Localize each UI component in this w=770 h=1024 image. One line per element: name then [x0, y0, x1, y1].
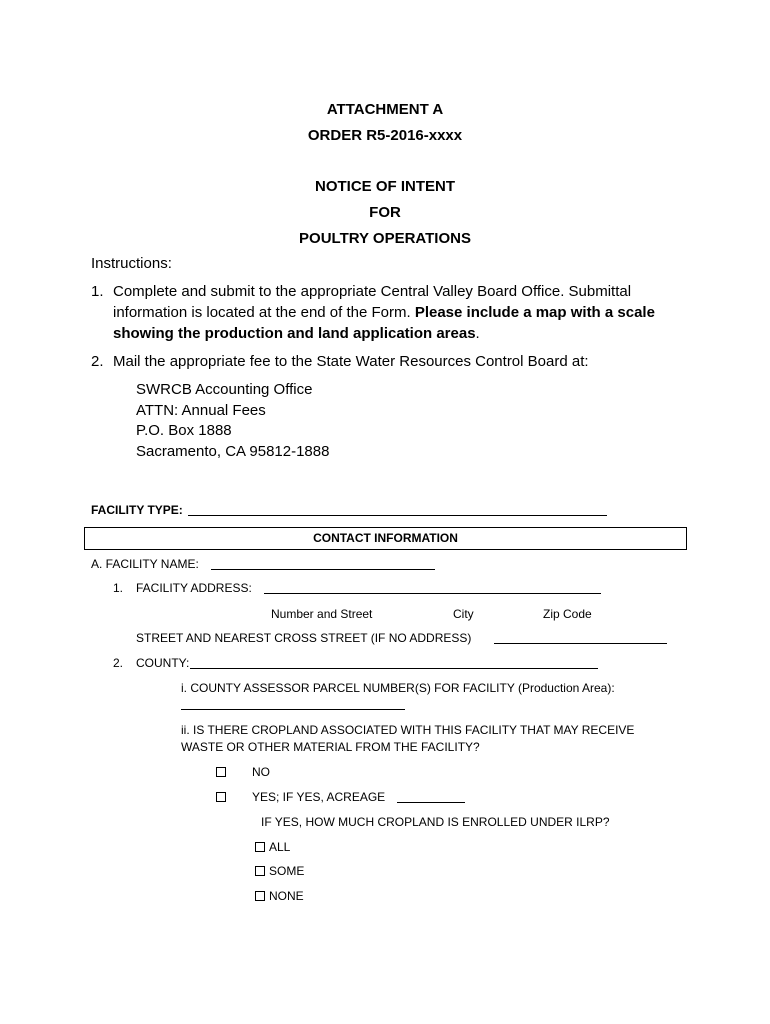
county-number: 2.	[113, 656, 124, 670]
for-label: FOR	[369, 204, 401, 221]
acreage-field[interactable]	[397, 802, 465, 803]
instructions-label: Instructions:	[91, 255, 172, 272]
address-line-3: P.O. Box 1888	[136, 422, 232, 439]
instruction-1-line1: Complete and submit to the appropriate Central Valley Board Office. Submittal	[113, 283, 632, 300]
checkbox-icon	[255, 866, 265, 876]
county-field[interactable]	[190, 668, 598, 669]
no-label: NO	[252, 765, 270, 779]
cropland-question-line1: ii. IS THERE CROPLAND ASSOCIATED WITH THIS FACILITY THAT MAY RECEIVE	[181, 723, 635, 737]
instruction-2-text: Mail the appropriate fee to the State Water Resources Control Board at:	[113, 353, 589, 370]
instruction-1-line2-text: information is located at the end of the Form.	[113, 304, 415, 321]
address-city-caption: City	[453, 607, 474, 621]
contact-information-header: CONTACT INFORMATION	[84, 527, 687, 550]
facility-address-label: FACILITY ADDRESS:	[136, 581, 252, 595]
ilrp-some-label: SOME	[269, 864, 305, 878]
cross-street-label: STREET AND NEAREST CROSS STREET (IF NO ADDRESS)	[136, 631, 472, 645]
ilrp-all-option[interactable]	[255, 840, 290, 854]
ilrp-none-option[interactable]	[255, 889, 304, 903]
checkbox-icon	[216, 792, 226, 802]
address-line-1: SWRCB Accounting Office	[136, 381, 313, 398]
ilrp-some-option[interactable]	[255, 864, 304, 878]
yes-label: YES; IF YES, ACREAGE	[252, 790, 386, 804]
address-street-caption: Number and Street	[271, 607, 373, 621]
address-line-4: Sacramento, CA 95812-1888	[136, 443, 330, 460]
order-number: ORDER R5-2016-xxxx	[307, 127, 463, 144]
county-label: COUNTY:	[136, 656, 190, 670]
instruction-1-line2	[113, 304, 655, 321]
ilrp-none-label: NONE	[269, 889, 304, 903]
cross-street-field[interactable]	[494, 643, 667, 644]
instruction-2-number: 2.	[91, 353, 104, 370]
checkbox-icon	[255, 891, 265, 901]
apn-field[interactable]	[181, 709, 405, 710]
facility-address-number: 1.	[113, 581, 124, 595]
facility-type-label: FACILITY TYPE:	[91, 503, 183, 517]
instruction-1-line3	[113, 325, 480, 342]
yes-checkbox[interactable]	[216, 790, 230, 804]
instruction-1-period: .	[475, 325, 480, 342]
facility-name-label: A. FACILITY NAME:	[91, 557, 199, 571]
notice-title: NOTICE OF INTENT	[315, 178, 455, 195]
ilrp-question: IF YES, HOW MUCH CROPLAND IS ENROLLED UNDER ILRP?	[261, 815, 610, 829]
ilrp-all-label: ALL	[269, 840, 291, 854]
instruction-1-map-note-cont: showing the production and land application areas	[113, 325, 476, 342]
apn-question: i. COUNTY ASSESSOR PARCEL NUMBER(S) FOR FACILITY (Production Area):	[181, 681, 615, 695]
facility-name-field[interactable]	[211, 569, 435, 570]
instruction-1-number: 1.	[91, 283, 104, 300]
checkbox-icon	[255, 842, 265, 852]
instruction-1-map-note: Please include a map with a scale	[414, 304, 655, 321]
address-line-2: ATTN: Annual Fees	[136, 402, 266, 419]
attachment-title: ATTACHMENT A	[326, 101, 444, 118]
operations-title: POULTRY OPERATIONS	[299, 230, 471, 247]
address-zip-caption: Zip Code	[543, 607, 592, 621]
no-checkbox[interactable]	[216, 765, 230, 779]
checkbox-icon	[216, 767, 226, 777]
facility-address-field[interactable]	[264, 593, 601, 594]
facility-type-field[interactable]	[188, 515, 607, 516]
cropland-question-line2: WASTE OR OTHER MATERIAL FROM THE FACILITY?	[181, 740, 480, 754]
